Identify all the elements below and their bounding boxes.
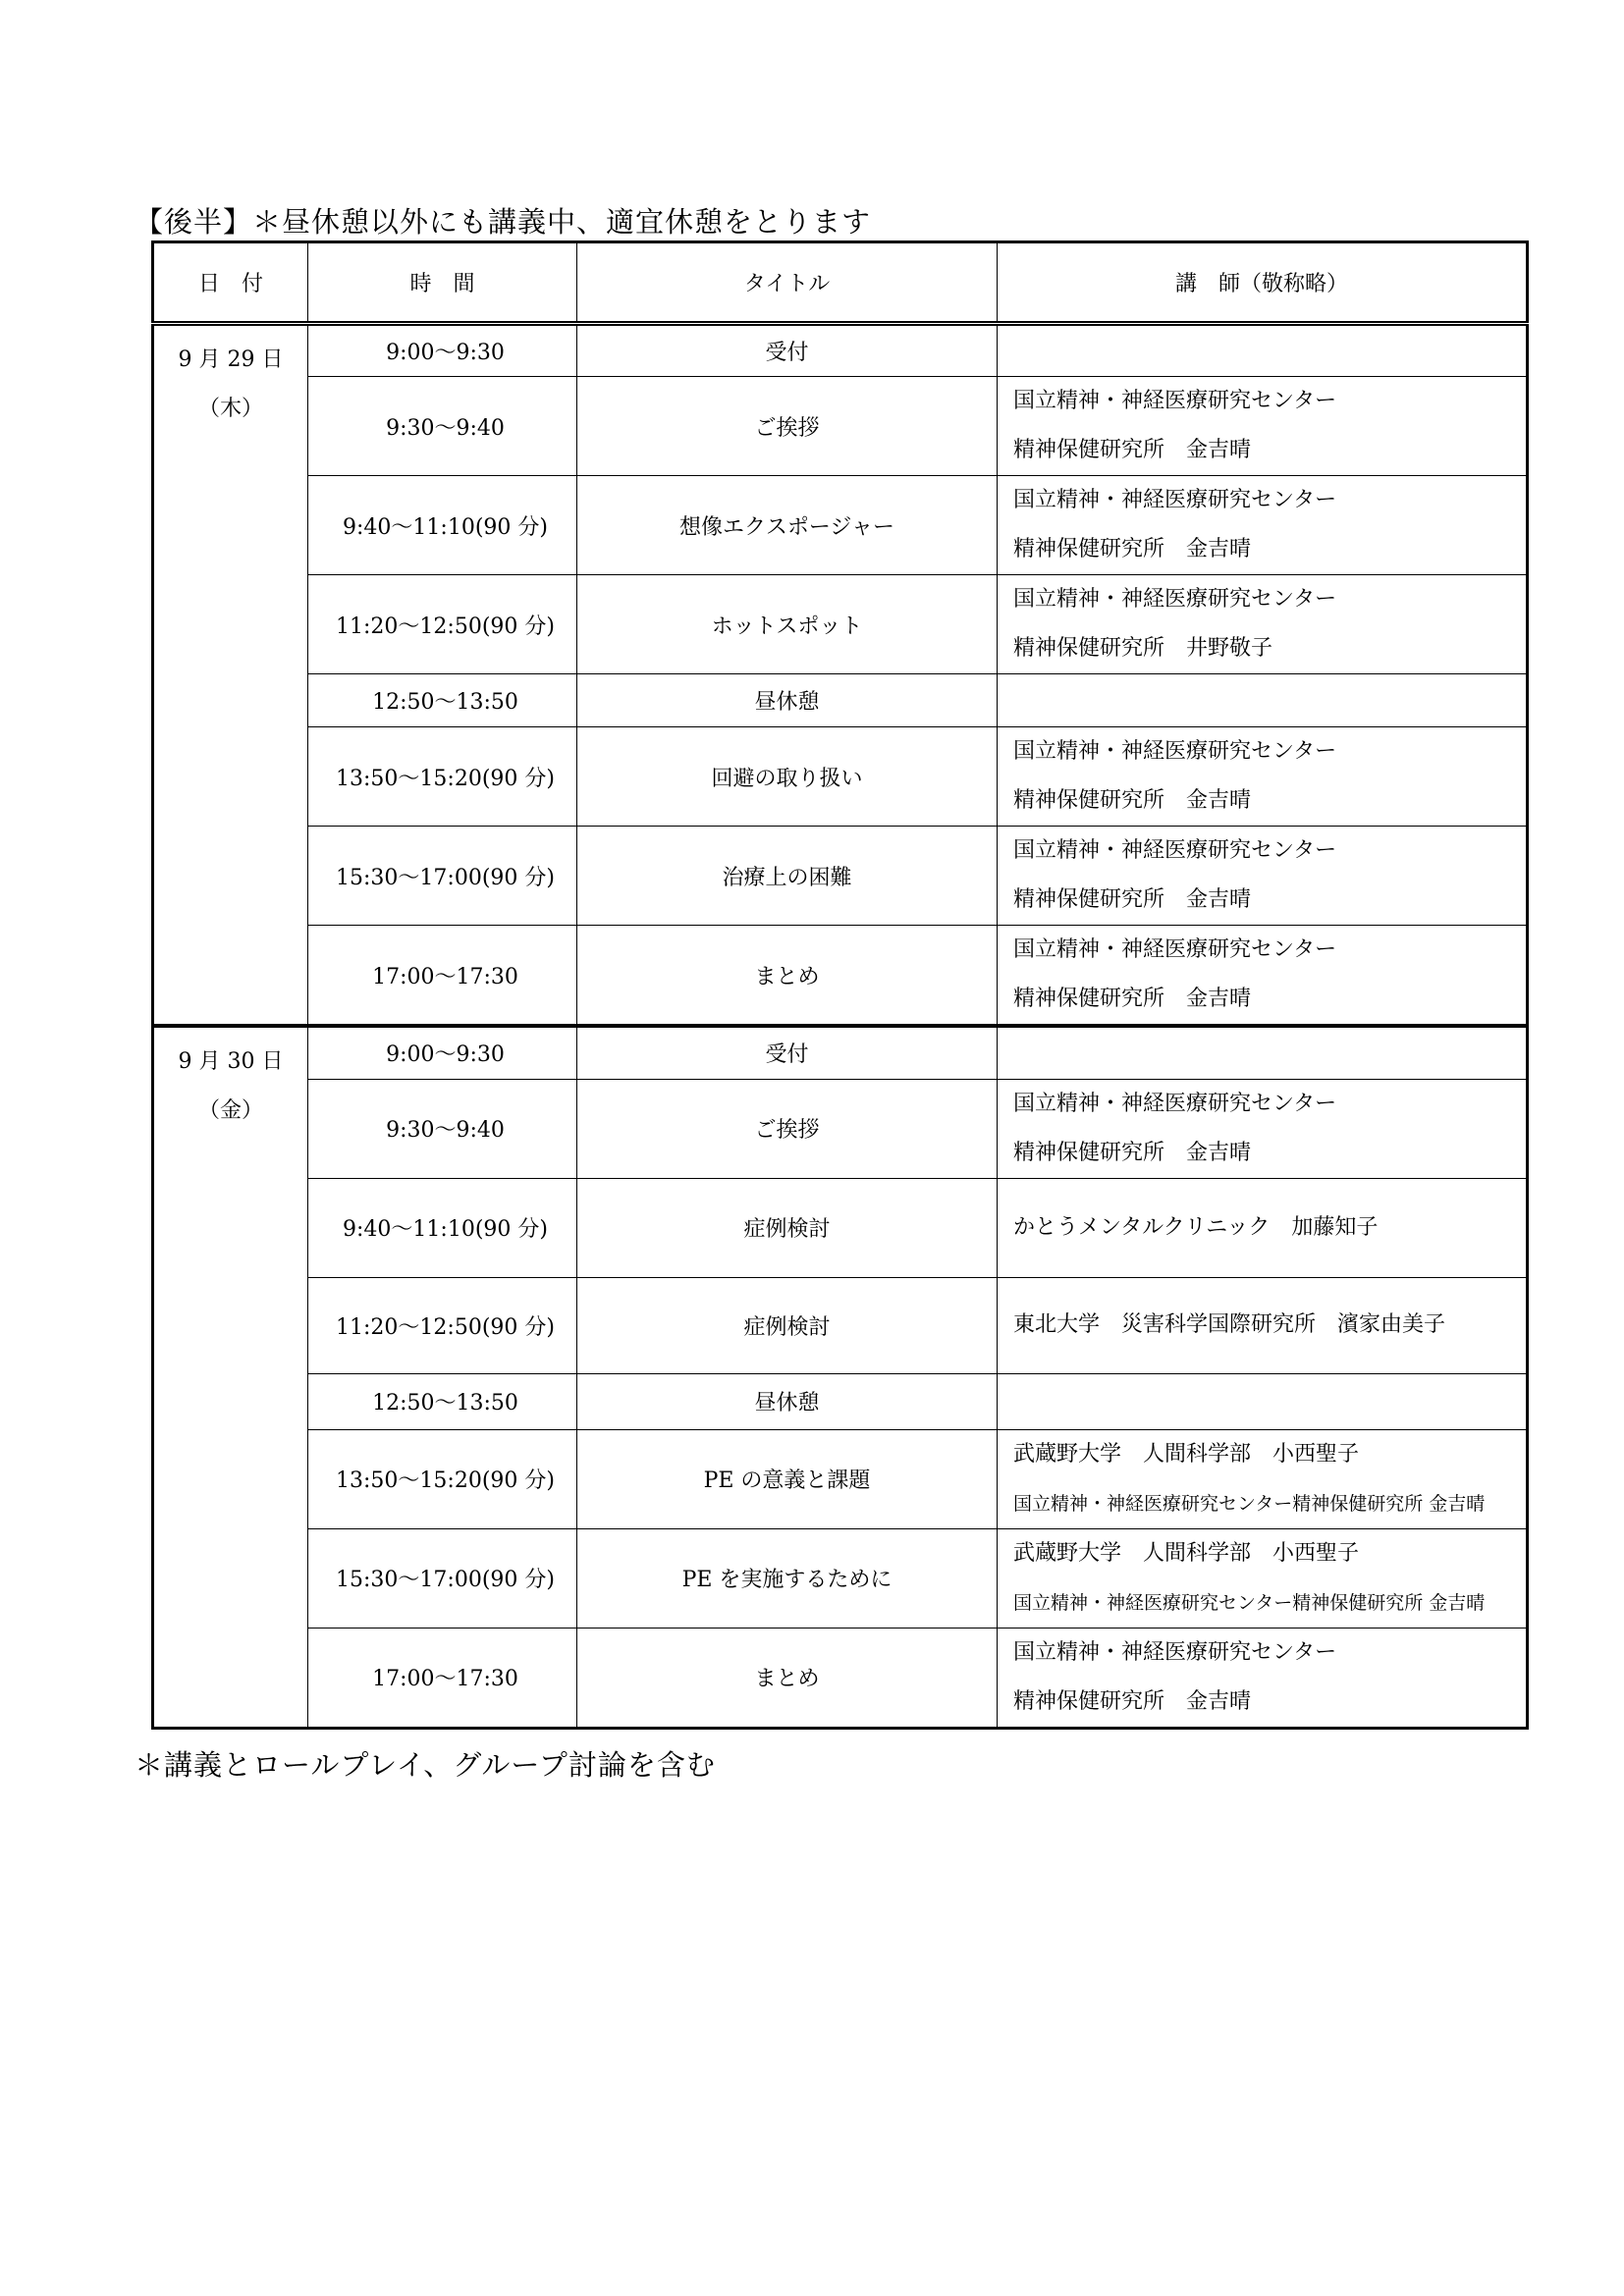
schedule-row (153, 377, 1528, 476)
lecturer-line: 国立精神・神経医療研究センター (1013, 1639, 1337, 1665)
lecturer-line: 国立精神・神経医療研究センター (1013, 838, 1337, 863)
schedule-row (153, 827, 1528, 926)
date-cell (153, 324, 308, 1027)
lecturer-cell (998, 727, 1528, 827)
time-cell: 12:50～13:50 (308, 1373, 577, 1429)
schedule-row (153, 324, 1528, 377)
weekday-label: （木） (197, 397, 263, 421)
lecturer-line: 武蔵野大学 人間科学部 小西聖子 (1013, 1441, 1360, 1467)
time-cell: 11:20～12:50(90 分) (308, 575, 577, 674)
time-cell: 17:00～17:30 (308, 1628, 577, 1728)
lecturer-line: かとうメンタルクリニック 加藤知子 (1013, 1214, 1379, 1240)
time-cell: 12:50～13:50 (308, 674, 577, 727)
schedule-row (153, 1079, 1528, 1178)
lecturer-line: 武蔵野大学 人間科学部 小西聖子 (1013, 1540, 1360, 1566)
schedule-row (153, 674, 1528, 727)
schedule-row (153, 1026, 1528, 1079)
lecturer-cell (998, 827, 1528, 926)
title-cell: 想像エクスポージャー (577, 476, 998, 575)
header-date: 日 付 (153, 242, 308, 324)
lecturer-line: 精神保健研究所 金吉晴 (1013, 1688, 1252, 1714)
weekday-label: （金） (197, 1098, 263, 1123)
lecturer-line: 精神保健研究所 金吉晴 (1013, 788, 1252, 813)
time-cell: 9:00～9:30 (308, 324, 577, 377)
title-cell: PE を実施するために (577, 1528, 998, 1628)
lecturer-line: 精神保健研究所 金吉晴 (1013, 887, 1252, 912)
lecturer-cell (998, 674, 1528, 727)
title-cell: まとめ (577, 1628, 998, 1728)
date-label: 9 月 30 日 (178, 1049, 284, 1074)
lecturer-cell (998, 1178, 1528, 1277)
schedule-row (153, 1373, 1528, 1429)
title-cell: 昼休憩 (577, 1373, 998, 1429)
lecturer-cell (998, 476, 1528, 575)
lecturer-cell (998, 575, 1528, 674)
schedule-row (153, 476, 1528, 575)
lecturer-line: 国立精神・神経医療研究センター (1013, 1091, 1337, 1116)
lecturer-line: 国立精神・神経医療研究センター (1013, 937, 1337, 962)
schedule-row (153, 1429, 1528, 1528)
title-cell: ホットスポット (577, 575, 998, 674)
schedule-body (153, 324, 1528, 1729)
header-time: 時 間 (308, 242, 577, 324)
lecturer-line: 国立精神・神経医療研究センター (1013, 389, 1337, 413)
title-cell: ご挨拶 (577, 377, 998, 476)
lecturer-line: 精神保健研究所 金吉晴 (1013, 987, 1252, 1011)
schedule-row (153, 1277, 1528, 1373)
date-cell (153, 1026, 308, 1728)
time-cell: 9:30～9:40 (308, 1079, 577, 1178)
header-lecturer: 講 師（敬称略） (998, 242, 1528, 324)
schedule-row (153, 1528, 1528, 1628)
footnote: ＊講義とロールプレイ、グループ討論を含む (135, 1748, 716, 1782)
lecturer-line: 精神保健研究所 金吉晴 (1013, 1140, 1252, 1165)
schedule-row (153, 727, 1528, 827)
title-cell: 治療上の困難 (577, 827, 998, 926)
lecturer-cell (998, 1277, 1528, 1373)
lecturer-line: 国立精神・神経医療研究センター (1013, 587, 1337, 612)
time-cell: 9:30～9:40 (308, 377, 577, 476)
lecturer-cell (998, 1373, 1528, 1429)
time-cell: 17:00～17:30 (308, 926, 577, 1027)
title-cell: 受付 (577, 1026, 998, 1079)
lecturer-line: 国立精神・神経医療研究センター精神保健研究所 金吉晴 (1013, 1591, 1486, 1614)
time-cell: 9:00～9:30 (308, 1026, 577, 1079)
lecturer-line: 精神保健研究所 金吉晴 (1013, 537, 1252, 561)
lecturer-cell (998, 324, 1528, 377)
title-cell: ご挨拶 (577, 1079, 998, 1178)
lecturer-line: 東北大学 災害科学国際研究所 濱家由美子 (1013, 1312, 1446, 1337)
time-cell: 11:20～12:50(90 分) (308, 1277, 577, 1373)
lecturer-line: 精神保健研究所 井野敬子 (1013, 636, 1273, 661)
schedule-row (153, 1178, 1528, 1277)
time-cell: 9:40～11:10(90 分) (308, 1178, 577, 1277)
time-cell: 13:50～15:20(90 分) (308, 727, 577, 827)
lecturer-cell (998, 926, 1528, 1027)
schedule-table (151, 240, 1529, 1730)
time-cell: 9:40～11:10(90 分) (308, 476, 577, 575)
schedule-row (153, 1628, 1528, 1728)
lecturer-cell (998, 1429, 1528, 1528)
title-cell: 症例検討 (577, 1178, 998, 1277)
title-cell: 昼休憩 (577, 674, 998, 727)
title-cell: 回避の取り扱い (577, 727, 998, 827)
table-header-row (153, 242, 1528, 324)
title-cell: PE の意義と課題 (577, 1429, 998, 1528)
lecturer-line: 精神保健研究所 金吉晴 (1013, 438, 1252, 462)
title-cell: 症例検討 (577, 1277, 998, 1373)
page-heading: 【後半】＊昼休憩以外にも講義中、適宜休憩をとります (135, 205, 872, 239)
lecturer-cell (998, 377, 1528, 476)
lecturer-cell (998, 1079, 1528, 1178)
header-title: タイトル (577, 242, 998, 324)
title-cell: 受付 (577, 324, 998, 377)
lecturer-cell (998, 1628, 1528, 1728)
title-cell: まとめ (577, 926, 998, 1027)
time-cell: 13:50～15:20(90 分) (308, 1429, 577, 1528)
lecturer-cell (998, 1026, 1528, 1079)
lecturer-line: 国立精神・神経医療研究センター (1013, 488, 1337, 512)
date-label: 9 月 29 日 (178, 347, 284, 372)
lecturer-cell (998, 1528, 1528, 1628)
schedule-row (153, 926, 1528, 1027)
schedule-row (153, 575, 1528, 674)
lecturer-line: 国立精神・神経医療研究センター精神保健研究所 金吉晴 (1013, 1492, 1486, 1515)
time-cell: 15:30～17:00(90 分) (308, 827, 577, 926)
lecturer-line: 国立精神・神経医療研究センター (1013, 739, 1337, 764)
time-cell: 15:30～17:00(90 分) (308, 1528, 577, 1628)
